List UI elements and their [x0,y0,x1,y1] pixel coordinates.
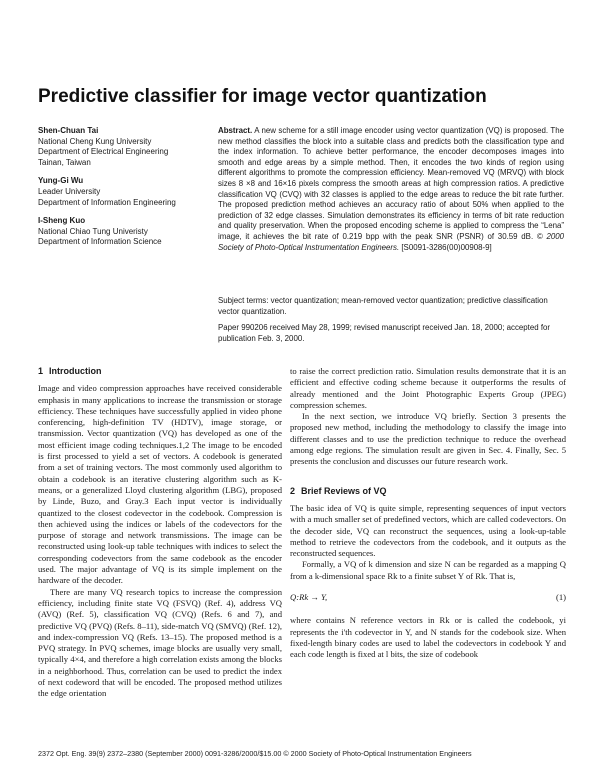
abstract-text: A new scheme for a still image encoder using vector quantization (VQ) is proposed. The new method classifies the block into a suitable class and predicts both the classification type and the index information. To achieve better performance, the encoder decomposes images into smooth and edge areas by a simple method. Then, it encodes the two kinds of region using different algorithms to promote the compression efficiency. Mean-removed VQ (MRVQ) with block sizes 8 ×8 and 16×16 pixels compress the smooth areas at high compression ratios. A predictive classification VQ (CVQ) with 32 classes is applied to the edge areas to reduce the bit rate further. The proposed prediction method achieves an accuracy ratio of about 50% when applied to the prediction of 32 edge classes. Simulation demonstrates its efficiency in terms of bit rate reduction and quality preservation. When the proposed encoding scheme is applied to compress the “Lena” image, it achieves the bit rate of 0.219 bpp with the peak SNR (PSNR) of 30.59 dB. [218,126,564,241]
abstract-society: Society of Photo-Optical Instrumentation Engineers. [218,242,400,252]
page-footer: 2372 Opt. Eng. 39(9) 2372–2380 (September 2000) 0091-3286/2000/$15.00 © 2000 Society of Photo-Optical Instrumentation Engineers [38,749,472,758]
author-2 [38,176,218,208]
paper-history: Paper 990206 received May 28, 1999; revised manuscript received Jan. 18, 2000; accepted for publication Feb. 3, 2000. [218,323,551,343]
paragraph: The basic idea of VQ is quite simple, representing sequences of input vectors with a much smaller set of predefined vectors, which are called codevectors. On the decoder side, VQ can reconstruct the sequences, using a look-up-table method to retrieve the codevectors from the codebook, and it outputs as the reconstructed sequences. [290,502,566,559]
abstract-label: Abstract. [218,126,253,135]
author-affiliation: Department of Information Engineering [38,197,176,207]
author-name: Yung-Gi Wu [38,176,84,186]
author-affiliation: Department of Information Science [38,237,162,247]
section-number: 1 [38,366,44,376]
section-heading [38,366,282,377]
paragraph: Formally, a VQ of k dimension and size N can be regarded as a mapping Q from a k-dimensional space Rk to a finite subset Y of Rk. That is, [290,559,566,581]
author-affiliation: Leader University [38,186,101,196]
paper-title: Predictive classifier for image vector quantization [38,86,487,107]
paragraph: Image and video compression approaches have received considerable emphasis in many applications to increase the transmission or storage efficiency. These techniques have successfully applied in video phone conferencing, high-definition TV (HDTV), image storage, or transmission. Vector quantization (VQ) has developed as one of the most efficient image coding techniques.1,2 The image to be encoded is first processed to yield a set of vectors. A codebook is generated from a set of training vectors. The most commonly used algorithm to obtain a codebook is an iterative clustering algorithm such as K-means, or a generalized Lloyd clustering algorithm (LBG), proposed by Linde, Buzo, and Gray.3 Each input vector is individually quantized to the closest codevector in the codebook. Compression is then achieved using the indices or labels of the codevectors for the purpose of storage and network transmissions. The image can be reconstructed using look-up table techniques with indices to select the corresponding codevectors from the same codebook as the encoder used. The major advantage of VQ is its simple implement on the hardware of the decoder. [38,383,282,586]
left-column [38,366,282,700]
abstract-code: [S0091-3286(00)00908-9] [401,242,492,252]
equation-body: Q:Rk → Y, [290,592,328,603]
right-column [290,366,566,661]
paragraph: In the next section, we introduce VQ briefly. Section 3 presents the proposed new method, including the methodology to classify the image into different classes and to use the prediction technique to reduce the overhead among edge regions. The simulation result are given in Sec. 4. Finally, Sec. 5 presents the conclusion and discusses our future research work. [290,411,566,467]
author-name: I-Sheng Kuo [38,216,86,226]
equation [290,592,566,603]
author-name: Shen-Chuan Tai [38,126,99,135]
abstract-copyright: © 2000 [536,231,564,241]
section-title: Introduction [49,366,102,376]
paragraph: There are many VQ research topics to increase the compression efficiency, including finite state VQ (FSVQ) (Ref. 4), address VQ (AVQ) (Ref. 5), classification VQ (CVQ) (Refs. 6 and 7), and predictive VQ (PVQ) (Refs. 8–11), side-match VQ (SMVQ) (Ref. 12), and index-compression VQ (Refs. 13–15). The proposed method is a PVQ strategy. In PVQ schemes, image blocks are usually very small, typically 4×4, and therefore a high correlation exists among the blocks in a neighborhood. Thus, correlation can be used to predict the index of next codeword that will be encoded. The proposed method utilizes the edge orientation [38,586,282,699]
equation-number: (1) [555,592,566,603]
paragraph: to raise the correct prediction ratio. Simulation results demonstrate that it is an efficient and effective coding scheme because it outperforms the results of already mentioned and the Joint Photographic Experts Group (JPEG) compression schemes. [290,366,566,410]
section-title: Brief Reviews of VQ [301,485,387,496]
subject-terms: Subject terms: vector quantization; mean-removed vector quantization; predictive classification vector quantization. [218,296,548,316]
section-heading [290,486,566,497]
author-affiliation: National Chiao Tung Univeristy [38,226,148,236]
author-affiliation: Tainan, Taiwan [38,157,91,167]
author-affiliation: National Cheng Kung University [38,136,152,146]
abstract [218,126,564,253]
author-1 [38,126,218,168]
section-number: 2 [290,485,296,496]
author-block [38,126,218,256]
paragraph: where contains N reference vectors in Rk or is called the codebook, yi represents the i'th codevector in Y, and N stands for the codebook size. When fixed-length binary codes are used to label the codevectors in codebook Y and each code length is fixed at l bits, the size of codebook [290,615,566,660]
author-3 [38,216,218,248]
author-affiliation: Department of Electrical Engineering [38,147,169,157]
